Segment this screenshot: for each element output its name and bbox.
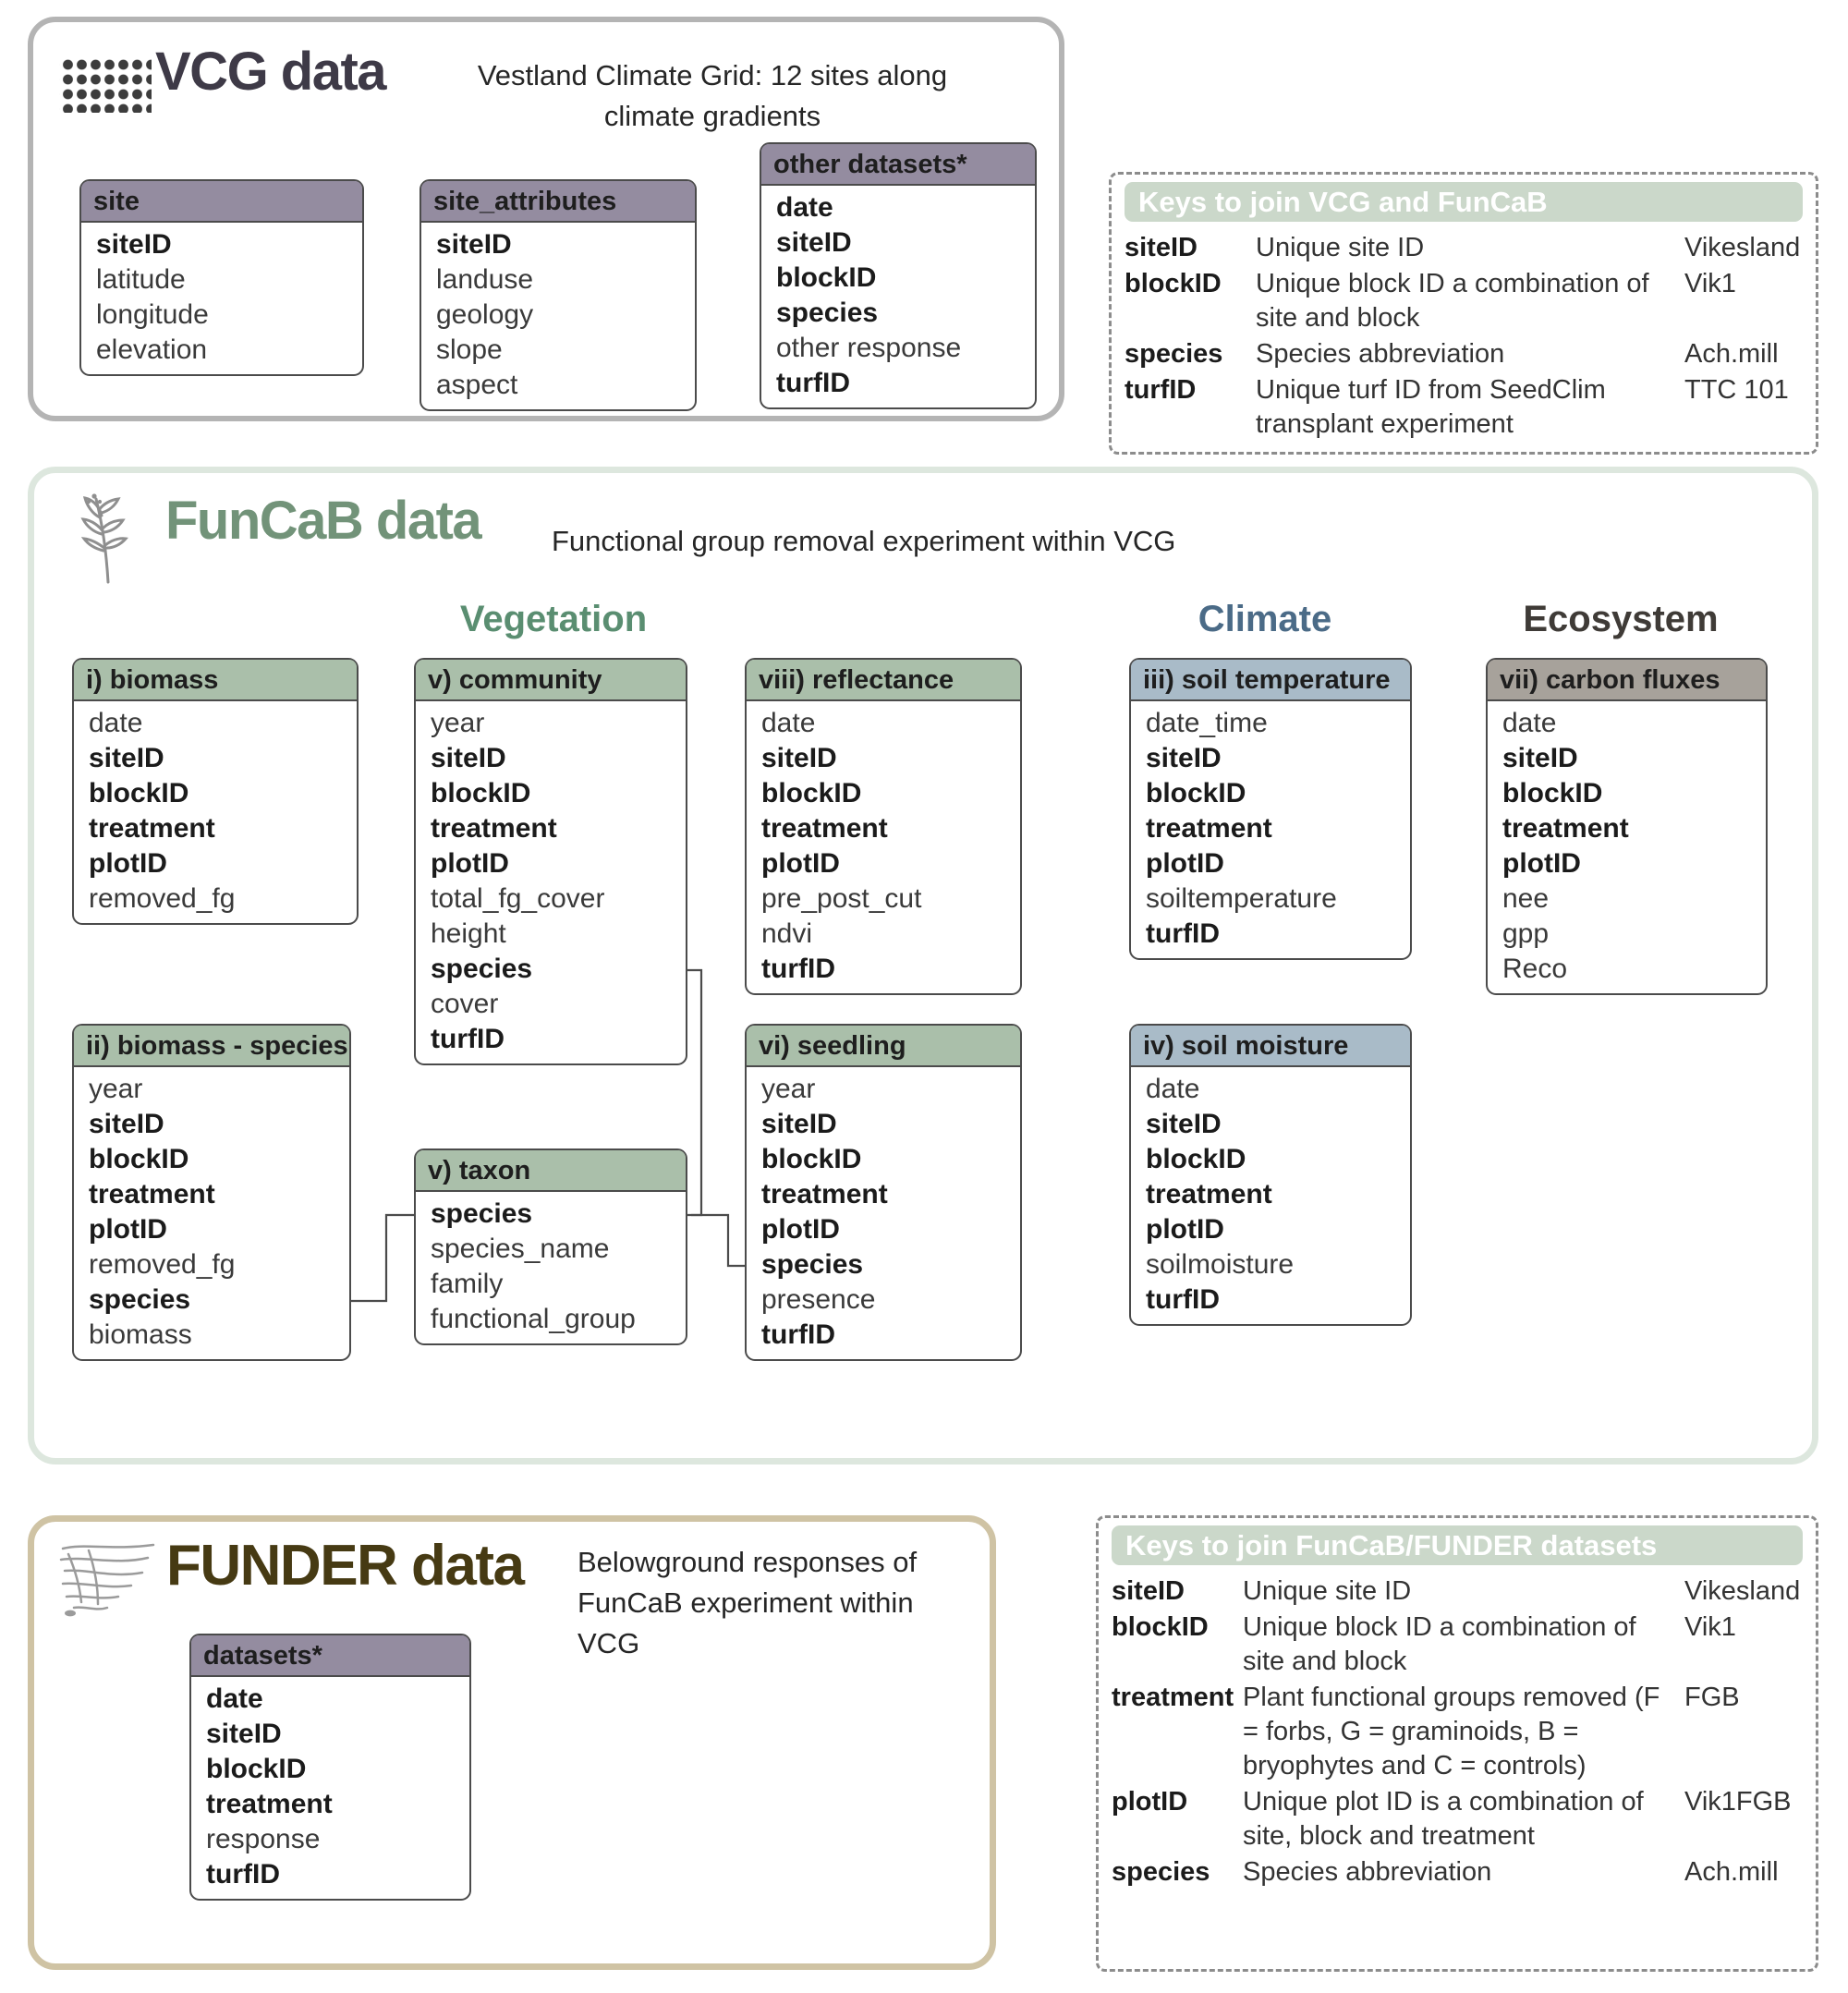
- table-field: treatment: [1502, 813, 1629, 844]
- table-field: biomass: [89, 1319, 192, 1350]
- table-field: siteID: [761, 743, 837, 773]
- table-field: plotID: [431, 848, 509, 879]
- table-biomass-species: [72, 1024, 351, 1361]
- table-field: Reco: [1502, 954, 1568, 984]
- table-field: treatment: [89, 1179, 215, 1209]
- table-field: blockID: [776, 262, 877, 293]
- table-field: siteID: [206, 1719, 282, 1749]
- table-title: vi) seedling: [747, 1026, 1020, 1067]
- table-field: species: [776, 298, 879, 328]
- table-field: siteID: [89, 743, 164, 773]
- table-field: nee: [1502, 883, 1550, 914]
- table-field: soilmoisture: [1146, 1249, 1295, 1280]
- table-field: gpp: [1502, 918, 1550, 949]
- key-example: Vikesland: [1684, 1576, 1801, 1606]
- keys-vcg-funcab-box: [1109, 172, 1818, 455]
- table-soil-temperature: [1129, 658, 1412, 960]
- table-field: siteID: [1502, 743, 1578, 773]
- key-name: siteID: [1125, 233, 1198, 262]
- table-title: vii) carbon fluxes: [1488, 660, 1766, 701]
- table-field: blockID: [1146, 778, 1246, 808]
- funder-panel: [28, 1515, 996, 1970]
- table-field: species: [89, 1284, 191, 1315]
- table-field: turfID: [1146, 918, 1220, 949]
- table-field: blockID: [206, 1754, 307, 1784]
- key-name: blockID: [1125, 269, 1222, 298]
- table-field: date: [1146, 1074, 1200, 1104]
- keys-row: [1125, 230, 1803, 266]
- table-title: viii) reflectance: [747, 660, 1020, 701]
- table-taxon: [414, 1148, 687, 1345]
- table-field: treatment: [761, 1179, 888, 1209]
- table-field: siteID: [96, 229, 172, 260]
- keys-row: [1125, 266, 1803, 336]
- table-title: v) taxon: [416, 1150, 686, 1192]
- keys-row: [1125, 372, 1803, 443]
- table-field: ndvi: [761, 918, 813, 949]
- key-description: Unique site ID: [1243, 1576, 1412, 1606]
- key-description: Unique block ID a combination of site and block: [1243, 1612, 1636, 1676]
- table-field: removed_fg: [89, 1249, 236, 1280]
- table-field: other response: [776, 333, 962, 363]
- key-description: Unique block ID a combination of site and block: [1256, 269, 1649, 333]
- table-field: species: [431, 954, 533, 984]
- table-field: year: [431, 708, 485, 738]
- table-title: site: [81, 181, 362, 223]
- table-field: date: [776, 192, 833, 223]
- vcg-panel: [28, 17, 1064, 421]
- table-title: v) community: [416, 660, 686, 701]
- table-field: date: [89, 708, 143, 738]
- table-funder-datasets: [189, 1634, 471, 1901]
- keys-row: [1112, 1574, 1803, 1610]
- table-field: soiltemperature: [1146, 883, 1337, 914]
- group-label-climate: Climate: [1198, 599, 1332, 639]
- table-title: datasets*: [191, 1635, 469, 1677]
- table-soil-moisture: [1129, 1024, 1412, 1326]
- table-field: total_fg_cover: [431, 883, 605, 914]
- table-field: siteID: [431, 743, 506, 773]
- keys-row: [1125, 336, 1803, 372]
- table-field: blockID: [1146, 1144, 1246, 1174]
- keys-title: Keys to join FunCaB/FUNDER datasets: [1112, 1525, 1803, 1565]
- table-field: treatment: [89, 813, 215, 844]
- table-field: year: [89, 1074, 143, 1104]
- keys-row: [1112, 1680, 1803, 1784]
- table-field: elevation: [96, 334, 208, 365]
- key-name: turfID: [1125, 375, 1197, 405]
- table-field: siteID: [776, 227, 852, 258]
- roots-icon: [55, 1536, 159, 1621]
- table-field: treatment: [206, 1789, 333, 1819]
- table-field: siteID: [761, 1109, 837, 1139]
- table-field: siteID: [1146, 743, 1222, 773]
- table-field: blockID: [431, 778, 531, 808]
- table-field: turfID: [431, 1024, 505, 1054]
- key-name: species: [1112, 1857, 1210, 1887]
- table-field: date: [761, 708, 816, 738]
- table-carbon-fluxes: [1486, 658, 1768, 995]
- key-example: Ach.mill: [1684, 1857, 1779, 1887]
- table-field: species: [431, 1198, 533, 1229]
- table-field: blockID: [761, 778, 862, 808]
- table-field: geology: [436, 299, 534, 330]
- table-field: functional_group: [431, 1304, 636, 1334]
- table-field: plotID: [761, 848, 840, 879]
- key-name: treatment: [1112, 1683, 1234, 1712]
- table-field: date_time: [1146, 708, 1268, 738]
- keys-funcab-funder-box: [1096, 1515, 1818, 1972]
- key-example: FGB: [1684, 1683, 1740, 1712]
- funcab-subtitle: Functional group removal experiment within VCG: [552, 525, 1176, 557]
- table-field: species: [761, 1249, 864, 1280]
- table-reflectance: [745, 658, 1022, 995]
- funcab-panel: [28, 467, 1818, 1464]
- table-site: [79, 179, 364, 376]
- climate-grid-icon: [59, 55, 152, 113]
- group-label-vegetation: Vegetation: [459, 599, 648, 639]
- table-title: iv) soil moisture: [1131, 1026, 1410, 1067]
- key-example: Vik1: [1684, 269, 1736, 298]
- keys-row: [1112, 1610, 1803, 1680]
- table-field: treatment: [1146, 813, 1272, 844]
- table-field: aspect: [436, 370, 518, 400]
- table-field: siteID: [1146, 1109, 1222, 1139]
- table-other-datasets: [760, 142, 1037, 409]
- table-field: pre_post_cut: [761, 883, 922, 914]
- key-example: Ach.mill: [1684, 339, 1779, 369]
- table-field: turfID: [776, 368, 850, 398]
- key-description: Species abbreviation: [1256, 339, 1505, 369]
- table-field: plotID: [1146, 848, 1224, 879]
- table-field: landuse: [436, 264, 534, 295]
- table-field: slope: [436, 334, 503, 365]
- table-field: treatment: [431, 813, 557, 844]
- table-field: siteID: [436, 229, 512, 260]
- key-description: Unique turf ID from SeedClim transplant experiment: [1256, 375, 1606, 439]
- table-field: plotID: [1146, 1214, 1224, 1245]
- keys-row: [1112, 1854, 1803, 1890]
- funder-title: FUNDER data: [166, 1534, 524, 1598]
- key-description: Plant functional groups removed (F = forbs, G = graminoids, B = bryophytes and C = controls): [1243, 1683, 1660, 1780]
- table-field: blockID: [1502, 778, 1603, 808]
- table-field: response: [206, 1824, 321, 1854]
- table-seedling: [745, 1024, 1022, 1361]
- key-description: Unique site ID: [1256, 233, 1425, 262]
- table-field: turfID: [761, 1319, 835, 1350]
- table-title: site_attributes: [421, 181, 695, 223]
- funder-subtitle: Belowground responses of FunCaB experiment within VCG: [578, 1546, 918, 1660]
- key-example: TTC 101: [1684, 375, 1789, 405]
- key-example: Vik1: [1684, 1612, 1736, 1642]
- key-description: Unique plot ID is a combination of site, block and treatment: [1243, 1787, 1644, 1851]
- table-field: removed_fg: [89, 883, 236, 914]
- table-site-attributes: [419, 179, 697, 411]
- table-field: plotID: [1502, 848, 1581, 879]
- table-field: height: [431, 918, 506, 949]
- plant-icon: [67, 490, 143, 586]
- table-field: plotID: [89, 848, 167, 879]
- table-field: date: [1502, 708, 1557, 738]
- key-name: species: [1125, 339, 1223, 369]
- key-name: plotID: [1112, 1787, 1188, 1817]
- table-community: [414, 658, 687, 1065]
- key-example: Vik1FGB: [1684, 1787, 1792, 1817]
- table-field: treatment: [761, 813, 888, 844]
- table-title: ii) biomass - species: [74, 1026, 349, 1067]
- table-biomass: [72, 658, 359, 925]
- table-field: plotID: [761, 1214, 840, 1245]
- table-field: blockID: [761, 1144, 862, 1174]
- table-field: turfID: [206, 1859, 280, 1890]
- table-field: blockID: [89, 778, 189, 808]
- table-field: turfID: [761, 954, 835, 984]
- keys-title: Keys to join VCG and FunCaB: [1125, 182, 1803, 222]
- vcg-title: VCG data: [155, 42, 386, 102]
- table-field: species_name: [431, 1233, 610, 1264]
- table-field: cover: [431, 989, 499, 1019]
- key-example: Vikesland: [1684, 233, 1801, 262]
- table-field: year: [761, 1074, 816, 1104]
- key-name: blockID: [1112, 1612, 1209, 1642]
- key-description: Species abbreviation: [1243, 1857, 1492, 1887]
- table-field: longitude: [96, 299, 209, 330]
- table-title: other datasets*: [761, 144, 1035, 186]
- table-field: siteID: [89, 1109, 164, 1139]
- funcab-title: FunCaB data: [165, 491, 481, 551]
- vcg-subtitle: Vestland Climate Grid: 12 sites along climate gradients: [477, 59, 948, 133]
- table-field: latitude: [96, 264, 186, 295]
- group-label-ecosystem: Ecosystem: [1523, 599, 1719, 639]
- table-field: date: [206, 1683, 263, 1714]
- table-field: family: [431, 1269, 504, 1299]
- key-name: siteID: [1112, 1576, 1185, 1606]
- table-title: i) biomass: [74, 660, 357, 701]
- keys-row: [1112, 1784, 1803, 1854]
- table-field: plotID: [89, 1214, 167, 1245]
- table-field: turfID: [1146, 1284, 1220, 1315]
- table-field: treatment: [1146, 1179, 1272, 1209]
- table-title: iii) soil temperature: [1131, 660, 1410, 701]
- table-field: blockID: [89, 1144, 189, 1174]
- table-field: presence: [761, 1284, 876, 1315]
